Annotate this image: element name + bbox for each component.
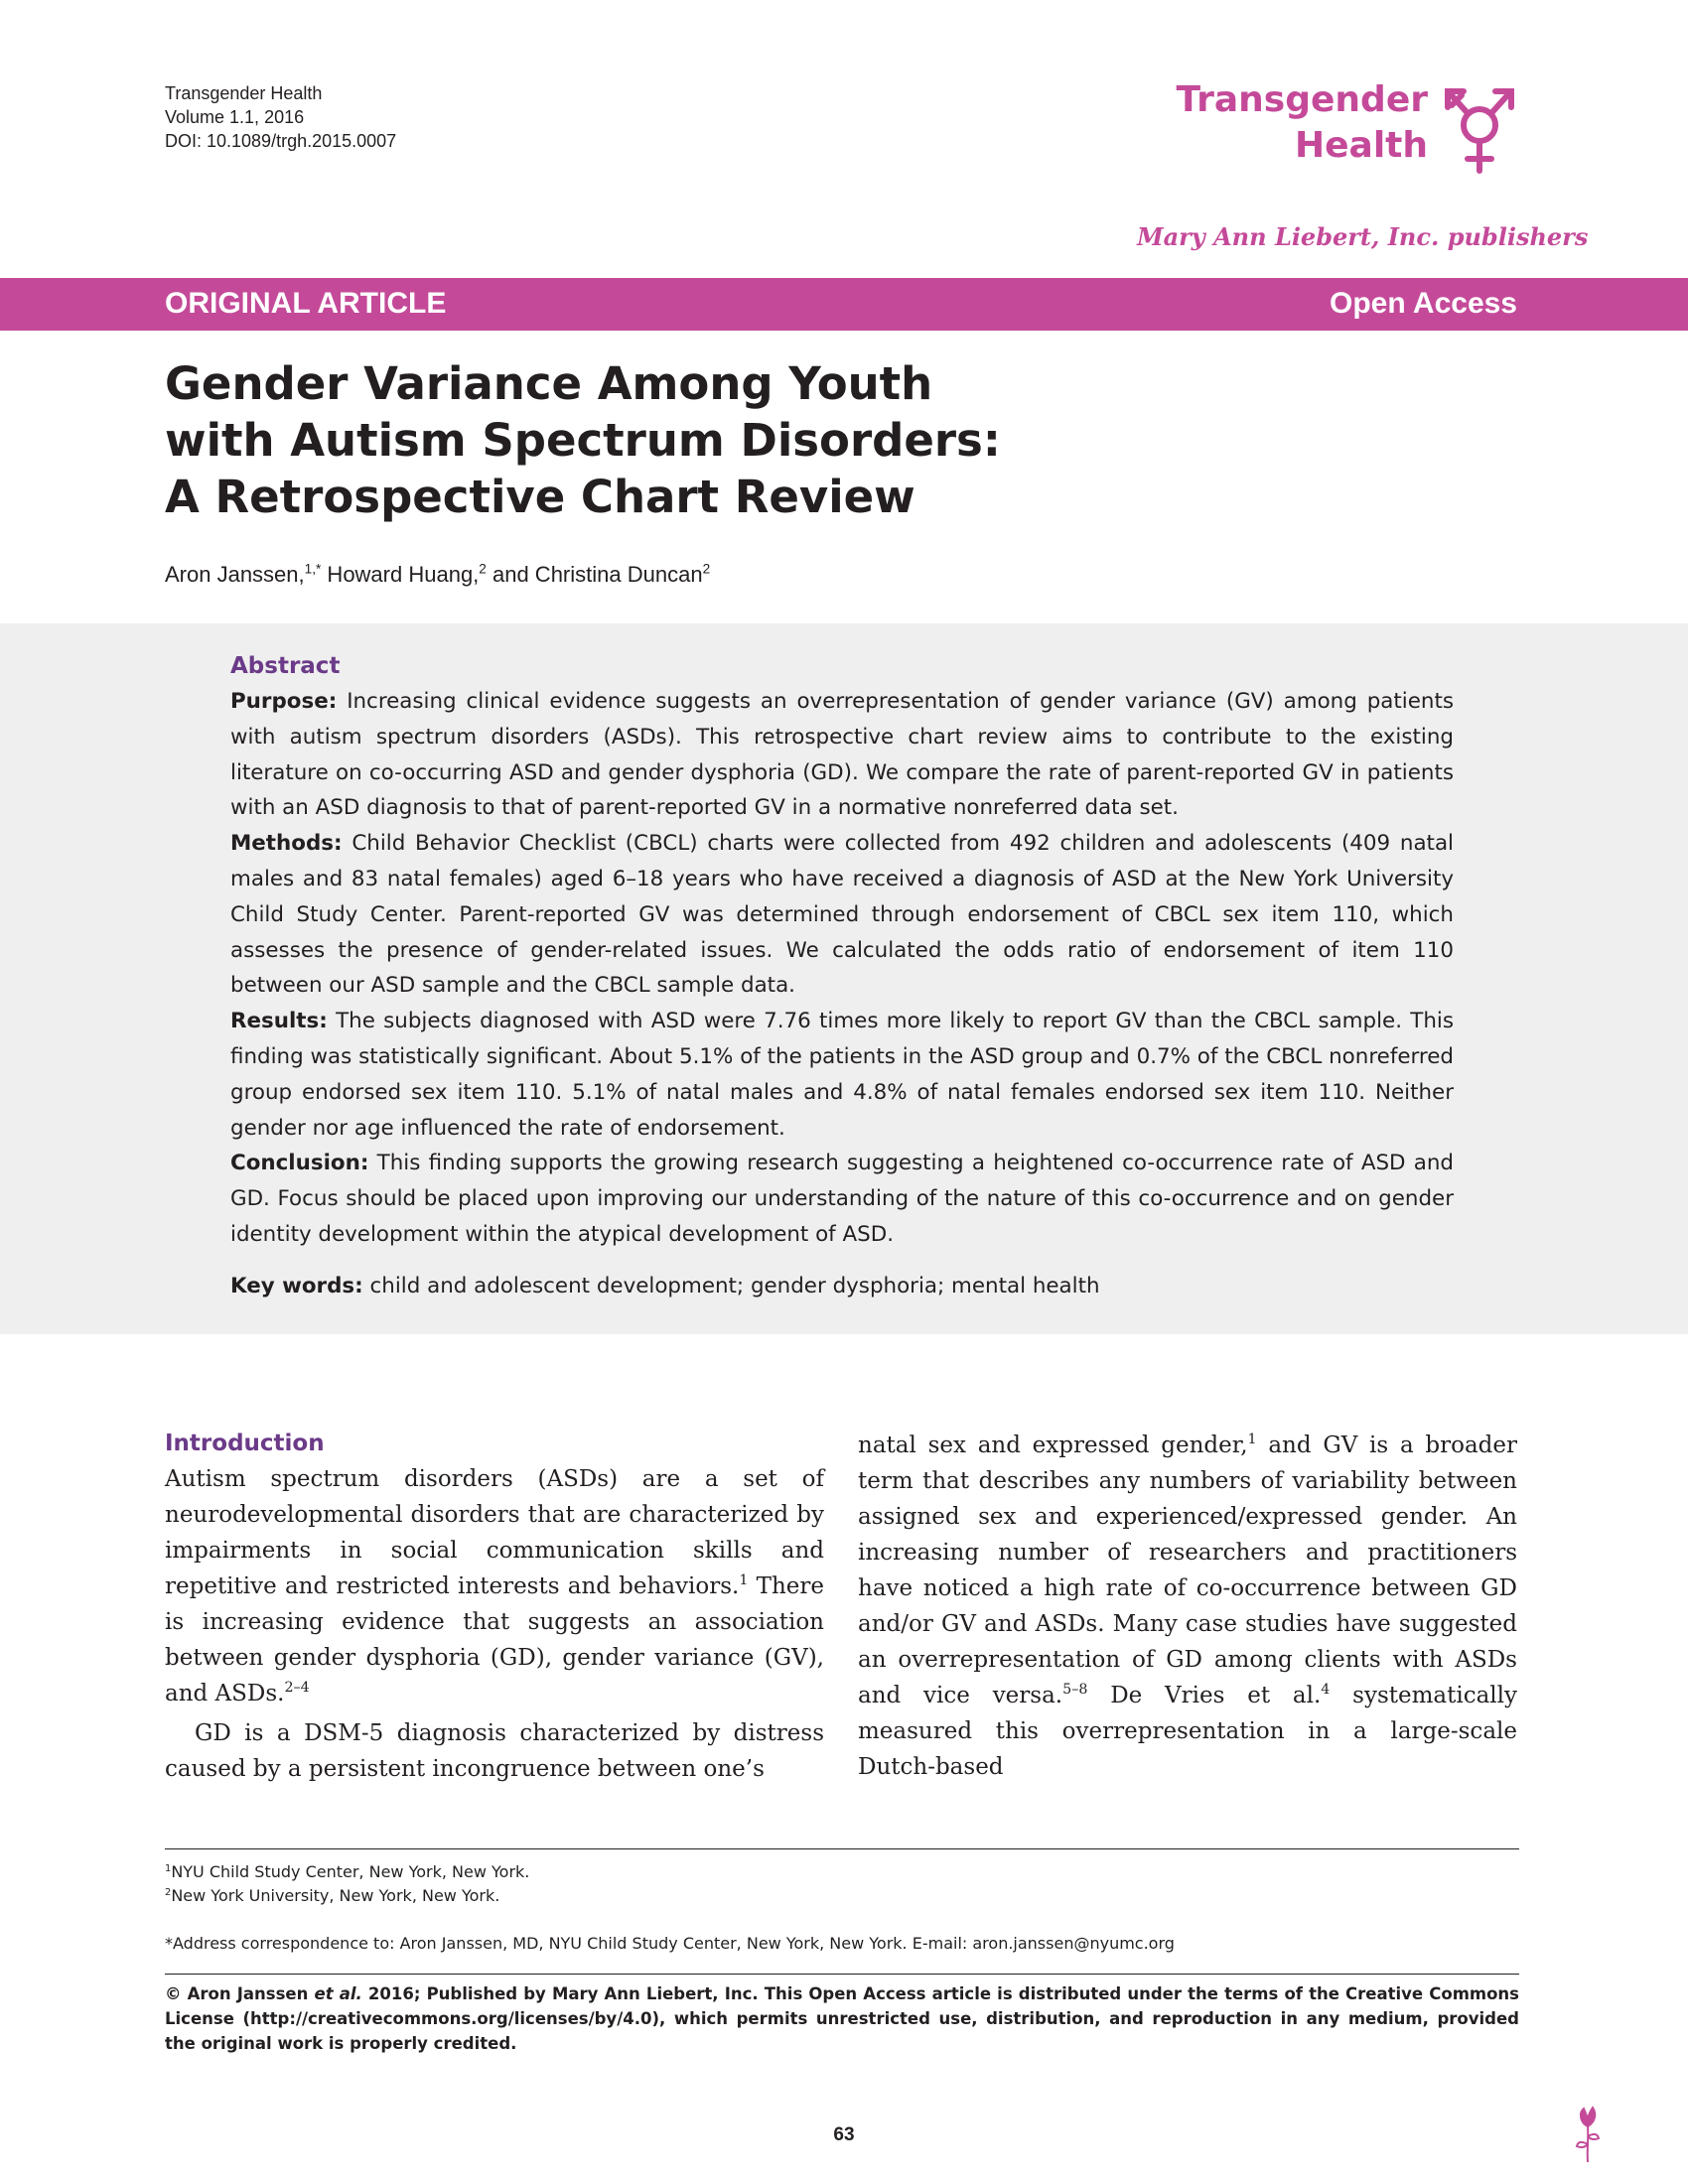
article-type-label: ORIGINAL ARTICLE <box>165 287 447 320</box>
keywords-text: child and adolescent development; gender dysphoria; mental health <box>369 1273 1100 1298</box>
title-line: with Autism Spectrum Disorders: <box>165 414 1001 467</box>
license-text: © Aron Janssen <box>165 1984 315 2003</box>
author-affiliation: 2 <box>479 561 487 577</box>
results-text: The subjects diagnosed with ASD were 7.76 times more likely to report GV than the CBCL sample. This finding was statistically significant. About 5.1% of the patients in the ASD group and 0.7% of the CBCL nonreferred group endorsed sex item 110. 5.1% of natal males and 4.8% of natal females endorsed sex item 110. Neither gender nor age influenced the rate of endorsement. <box>230 1009 1454 1141</box>
abstract-results <box>230 1004 1454 1146</box>
citation-ref: 5–8 <box>1062 1682 1088 1699</box>
author-list <box>165 560 710 590</box>
journal-volume: Volume 1.1, 2016 <box>165 107 305 127</box>
citation-ref: 1 <box>1247 1432 1257 1448</box>
license-text: 2016; Published by Mary Ann Liebert, Inc. This Open Access article is distributed under the terms of the Creative Commons License (http://creativecommons.org/licenses/by/4.0), which permits unrestricted use, distribution, and reproduction in any medium, provided the original work is properly credited. <box>165 1984 1519 2053</box>
journal-doi: DOI: 10.1089/trgh.2015.0007 <box>165 131 397 151</box>
keywords-label: Key words: <box>230 1273 363 1298</box>
results-label: Results: <box>230 1009 328 1034</box>
author-affiliation: 1,* <box>304 561 322 577</box>
footnote-divider <box>165 1848 1519 1849</box>
methods-text: Child Behavior Checklist (CBCL) charts were collected from 492 children and adolescents (409 natal males and 83 natal females) aged 6–18 years who have received a diagnosis of ASD at the New York University Child Study Center. Parent-reported GV was determined through endorsement of CBCL sex item 110, which assesses the presence of gender-related issues. We calculated the odds ratio of endorsement of item 110 between our ASD sample and the CBCL sample data. <box>230 831 1454 999</box>
affiliation-text: NYU Child Study Center, New York, New York. <box>171 1862 530 1881</box>
body-column-left <box>165 1426 824 1787</box>
title-line: A Retrospective Chart Review <box>165 471 915 523</box>
affiliation-text: New York University, New York, New York. <box>171 1886 500 1905</box>
keywords <box>230 1269 1454 1304</box>
body-column-right <box>858 1428 1517 1785</box>
journal-name: Transgender Health <box>165 83 323 103</box>
brand-line-1: Transgender <box>1176 79 1428 120</box>
body-text: De Vries et al. <box>1087 1683 1322 1708</box>
purpose-text: Increasing clinical evidence suggests an overrepresentation of gender variance (GV) among patients with autism spectrum disorders (ASDs). This retrospective chart review aims to contribute to the existing literature on co-occurring ASD and gender dysphoria (GD). We compare the rate of parent-reported GV in patients with an ASD diagnosis to that of parent-reported GV in a normative nonreferred data set. <box>230 689 1454 821</box>
body-paragraph <box>858 1428 1517 1785</box>
purpose-label: Purpose: <box>230 689 338 714</box>
body-text: natal sex and expressed gender, <box>858 1433 1248 1458</box>
journal-info <box>165 81 396 153</box>
publisher-logo <box>1137 222 1588 251</box>
introduction-heading: Introduction <box>165 1431 325 1456</box>
body-paragraph <box>165 1461 824 1711</box>
author-name: Aron Janssen, <box>165 562 305 587</box>
license-statement <box>165 1981 1519 2056</box>
affiliation-marker: 1 <box>165 1862 172 1874</box>
transgender-symbol-icon <box>1440 83 1519 178</box>
author-name: and Christina Duncan <box>486 562 703 587</box>
affiliation-marker: 2 <box>165 1886 172 1898</box>
abstract-heading: Abstract <box>230 653 341 679</box>
body-paragraph: GD is a DSM-5 diagnosis characterized by distress caused by a persistent incongruence between one’s <box>165 1720 824 1782</box>
page-number: 63 <box>833 2124 855 2145</box>
publisher-flower-icon <box>1573 2105 1603 2164</box>
citation-ref: 4 <box>1321 1682 1331 1699</box>
brand-line-2: Health <box>1294 125 1428 166</box>
publisher-name: Mary Ann Liebert, Inc. publishers <box>1137 222 1589 251</box>
article-title <box>165 355 1257 525</box>
open-access-label: Open Access <box>1330 287 1517 320</box>
methods-label: Methods: <box>230 831 343 857</box>
author-affiliation: 2 <box>702 561 711 577</box>
body-text: There is increasing evidence that suggests an association between gender dysphoria (GD), gender variance (GV), and ASDs. <box>165 1573 824 1706</box>
affiliations <box>165 1860 1519 1908</box>
body-text: systematically measured this overrepresentation in a large-scale Dutch-based <box>858 1683 1518 1780</box>
title-line: Gender Variance Among Youth <box>165 357 933 410</box>
body-text: and GV is a broader term that describes any numbers of variability between assigned sex and experienced/expressed gender. An increasing number of researchers and practitioners have noticed a high rate of co-occurrence between GD and/or GV and ASDs. Many case studies have suggested an overrepresentation of GD among clients with ASDs and vice versa. <box>858 1433 1518 1708</box>
license-etal: et al. <box>314 1984 362 2003</box>
correspondence-address: *Address correspondence to: Aron Janssen, MD, NYU Child Study Center, New York, New York. E-mail: aron.janssen@nyumc.org <box>165 1934 1175 1953</box>
citation-ref: 2–4 <box>284 1680 310 1697</box>
abstract-conclusion <box>230 1146 1454 1252</box>
conclusion-text: This finding supports the growing research suggesting a heightened co-occurrence rate of ASD and GD. Focus should be placed upon improving our understanding of the nature of this co-occurrence and on gender identity development within the atypical development of ASD. <box>230 1151 1454 1247</box>
affiliation-1 <box>165 1860 1519 1884</box>
body-text: Autism spectrum disorders (ASDs) are a set of neurodevelopmental disorders that are characterized by impairments in social communication skills and repetitive and restricted interests and behaviors. <box>165 1466 824 1599</box>
author-name: Howard Huang, <box>321 562 480 587</box>
citation-ref: 1 <box>739 1572 749 1589</box>
license-divider <box>165 1974 1519 1975</box>
affiliation-2 <box>165 1884 1519 1908</box>
abstract-methods <box>230 826 1454 1004</box>
journal-logo-title <box>1177 77 1428 169</box>
conclusion-label: Conclusion: <box>230 1151 369 1176</box>
abstract <box>230 648 1454 1304</box>
abstract-purpose <box>230 684 1454 826</box>
